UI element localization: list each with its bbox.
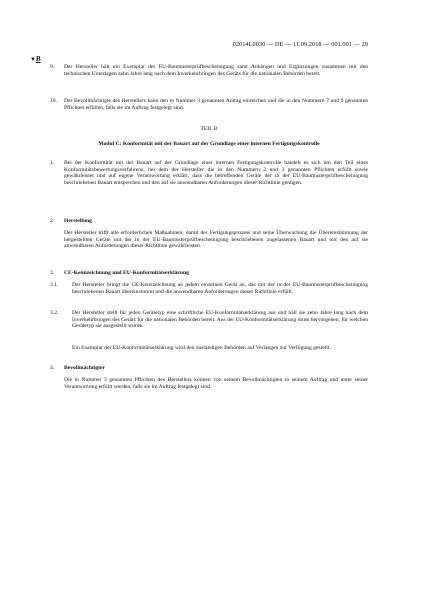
section-number: 1. bbox=[50, 160, 55, 166]
section-paragraph: Ein Exemplar der EU-Konformitätserklärung wird den zuständigen Behörden auf Verlangen zur Verfügung gestellt. bbox=[72, 345, 331, 351]
down-triangle-icon: ▼ bbox=[30, 57, 36, 63]
list-item-number: 10. bbox=[50, 98, 57, 104]
section-number: 4. bbox=[50, 365, 55, 371]
page-header: 02014L0030 — DE — 11.09.2018 — 001.001 — 29 bbox=[232, 41, 368, 48]
section-paragraph: Der Hersteller bringt die CE-Kennzeichnung an jedem einzelnen Gerät an, das mit der in der EU-Baumusterprüfbescheinigung beschriebenen Bauart übereinstimmt und die anwendbaren Anforderungen dieser Richtlinie erfüllt. bbox=[72, 282, 368, 295]
section-paragraph: Der Hersteller trifft alle erforderlichen Maßnahmen, damit der Fertigungsprozess und seine Überwachung die Übereinstimmung der hergestellten Geräte mit der in der EU-Baumusterprüfbescheinigung beschriebenen zugelassenen Bauart und mit den auf sie anwendbaren Anforderungen dieser Richtlinie gewährleisten. bbox=[64, 230, 368, 250]
section-title: Bevollmächtigter bbox=[64, 365, 106, 371]
section-number: 3.1. bbox=[50, 282, 59, 288]
section-number: 3. bbox=[50, 270, 55, 276]
section-paragraph: Bei der Konformität mit der Bauart auf der Grundlage einer internen Fertigungskontrolle handelt es sich um den Teil eines Konformitätsbewertungsverfahrens, bei dem der Hersteller die in den Nummern 2 und 3 genannten Pflichten erfüllt sowie gewährleistet und auf eigene Verantwortung erklärt, dass die betreffenden Geräte der in der EU-Baumusterprüfbescheinigung beschriebenen Bauart entsprechen und den auf sie anwendbaren Anforderungen dieser Richtlinie genügen. bbox=[64, 160, 368, 186]
section-paragraph: Die in Nummer 3 genannten Pflichten des Herstellers können von seinem Bevollmächtigten in seinem Auftrag und unter seiner Verantwortung erfüllt werden, falls sie im Auftrag festgelegt sind. bbox=[64, 377, 368, 390]
section-title: CE-Kennzeichnung und EU-Konformitätserklärung bbox=[64, 270, 189, 276]
section-number: 2. bbox=[50, 218, 55, 224]
part-heading: TEIL B bbox=[200, 126, 218, 132]
section-number: 3.2. bbox=[50, 310, 59, 316]
section-title: Herstellung bbox=[64, 218, 92, 224]
list-item-number: 9. bbox=[50, 64, 55, 70]
list-item-text: Der Hersteller hält ein Exemplar der EU-Baumusterprüfbescheinigung samt Anhängen und Ergänzungen zusammen mit den technischen Unterlagen zehn Jahre lang nach dem Inverkehrbringen des Geräts für die nationalen Behörden bereit. bbox=[64, 64, 368, 77]
amendment-marker bbox=[30, 55, 41, 63]
amendment-marker-letter: B bbox=[35, 55, 41, 63]
list-item-text: Der Bevollmächtigte des Herstellers kann den in Nummer 3 genannten Antrag einreichen und die in den Nummern 7 und 9 genannten Pflichten erfüllen, falls sie im Auftrag festgelegt sind. bbox=[64, 98, 368, 111]
section-paragraph: Der Hersteller stellt für jeden Gerätetyp eine schriftliche EU-Konformitätserklärung aus und hält sie zehn Jahre lang nach dem Inverkehrbringen des Geräts für die nationalen Behörden bereit. Aus der EU-Konformitätserklärung muss hervorgehen, für welchen Gerätetyp sie ausgestellt wurde. bbox=[72, 310, 368, 330]
module-title: Modul C: Konformität mit der Bauart auf der Grundlage einer internen Fertigungskontrolle bbox=[98, 141, 320, 147]
